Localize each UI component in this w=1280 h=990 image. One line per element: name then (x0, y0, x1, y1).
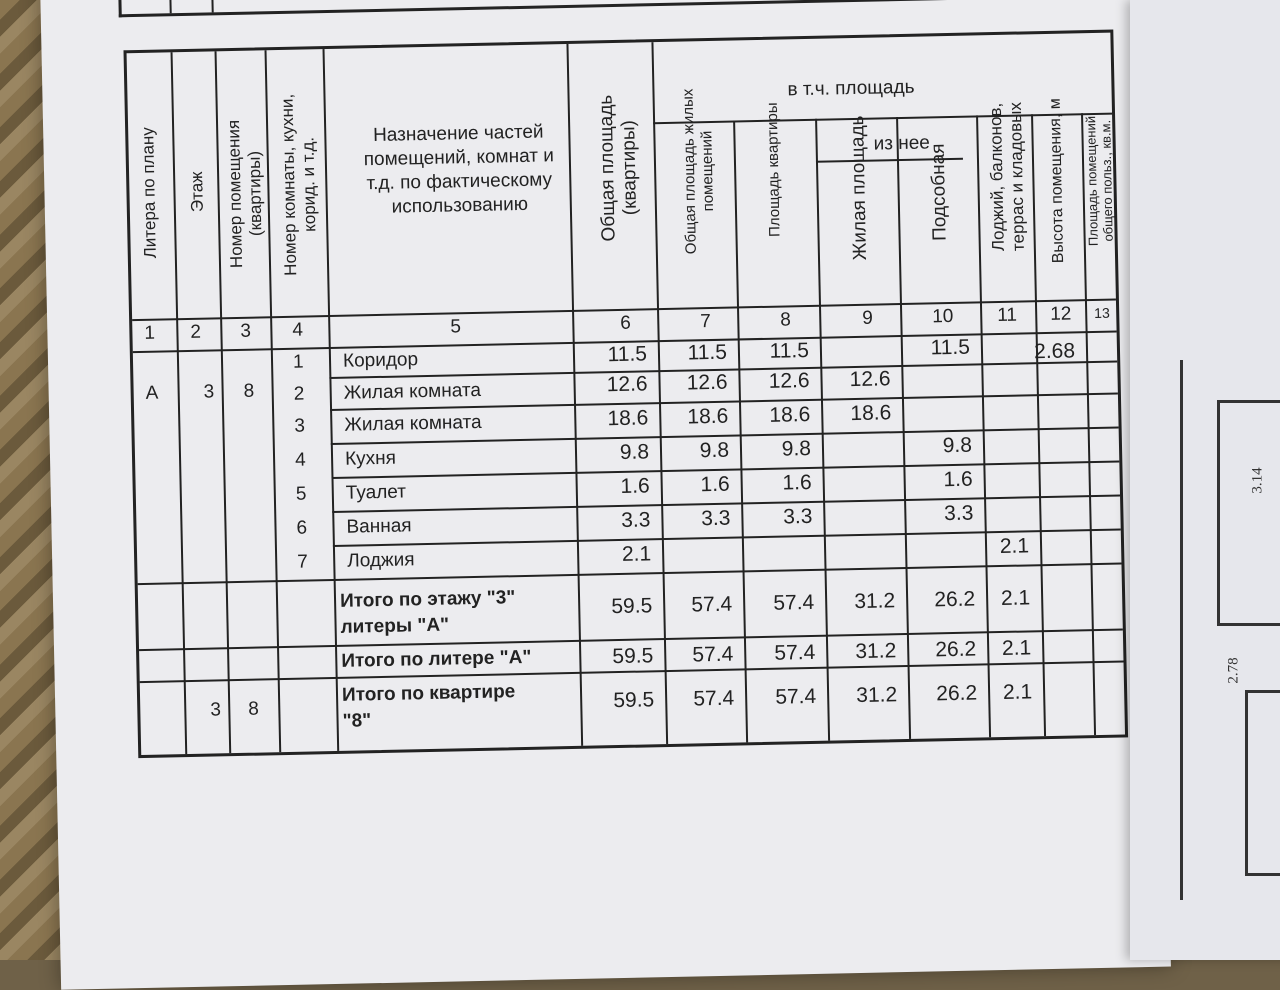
plan-dimension: 2.78 (1225, 657, 1242, 684)
cell-c11: 2.1 (999, 534, 1030, 559)
col-number: 5 (450, 316, 462, 338)
cell-c7: 1.6 (700, 472, 730, 497)
row-apartment: 8 (243, 380, 255, 402)
header-purpose: Назначение частей помещений, комнат и т.д. по фактическому использованию (363, 121, 555, 218)
total-c6: 59.5 (611, 594, 653, 619)
cell-c8: 1.6 (782, 470, 812, 495)
cell-c10: 1.6 (943, 467, 973, 492)
row-room-number: 7 (297, 551, 309, 573)
header-of-which: из нее (873, 132, 931, 155)
total-c10: 26.2 (935, 637, 977, 662)
col-number: 10 (932, 305, 954, 328)
header-room-type: Номер комнаты, кухни, корид. и т.д. (277, 93, 320, 277)
total-label-line: Итого по этажу "3" (339, 587, 516, 612)
header-living-area: Жилая площадь (847, 115, 872, 261)
cell-c7: 9.8 (699, 438, 730, 463)
row-name: Жилая комната (343, 379, 482, 404)
total-label (341, 645, 532, 675)
cell-c8: 3.3 (782, 504, 813, 529)
plan-dimension: 3.14 (1249, 467, 1266, 494)
total-c7: 57.4 (691, 592, 733, 617)
cell-c6: 12.6 (606, 372, 648, 397)
total-c6: 59.5 (612, 644, 654, 669)
cell-c6: 2.1 (621, 542, 652, 566)
total-apartment: 8 (248, 698, 260, 720)
col-number: 3 (240, 320, 252, 342)
total-label-line: Итого по литере "А" (341, 646, 532, 672)
total-c11: 2.1 (1001, 636, 1032, 660)
header-floor: Этаж (187, 171, 207, 213)
col-number: 9 (862, 307, 874, 329)
row-floor: 3 (203, 381, 215, 403)
cell-c7: 12.6 (686, 370, 728, 395)
header-height: Высота помещения, м (1046, 98, 1068, 264)
row-room-number: 4 (294, 449, 306, 471)
row-room-number: 5 (295, 483, 307, 505)
total-label-line: "8" (342, 710, 372, 732)
cell-c6: 1.6 (620, 474, 650, 498)
cell-c10: 9.8 (942, 433, 973, 458)
total-c10: 26.2 (936, 681, 978, 706)
total-label (342, 679, 516, 735)
header-apartment-area: Площадь квартиры (763, 102, 784, 238)
explication-table (123, 30, 1128, 759)
floor-plan (1180, 360, 1280, 900)
total-label-line: Итого по квартире (341, 681, 516, 706)
header-liter: Литера по плану (138, 126, 160, 259)
total-floor: 3 (210, 699, 222, 721)
col-number: 8 (780, 309, 792, 331)
cell-c7: 11.5 (687, 340, 728, 365)
total-c7: 57.4 (693, 686, 735, 711)
row-name: Туалет (345, 481, 407, 504)
total-c6: 59.5 (613, 688, 655, 713)
cell-c10: 11.5 (930, 335, 971, 360)
col-number: 11 (997, 304, 1018, 327)
row-name: Коридор (342, 349, 419, 372)
row-room-number: 2 (293, 383, 305, 405)
cell-c7: 3.3 (700, 506, 731, 531)
header-total-area: Общая площадь (квартиры) (595, 94, 642, 242)
header-auxiliary: Подсобная (927, 143, 951, 242)
col-number: 2 (190, 321, 202, 343)
top-strip-cell (169, 0, 214, 13)
total-label-line: литеры "А" (340, 614, 450, 638)
col-number: 1 (144, 322, 156, 344)
row-room-number: 6 (296, 517, 308, 539)
total-c7: 57.4 (692, 642, 734, 667)
cell-c8: 18.6 (769, 402, 811, 427)
total-c10: 26.2 (934, 587, 976, 612)
cell-c6: 11.5 (607, 342, 648, 367)
cell-c6: 9.8 (619, 440, 650, 464)
row-room-number: 1 (292, 351, 304, 373)
cell-c7: 18.6 (687, 404, 729, 429)
header-living-total: Общая площадь жилых помещений (679, 88, 717, 255)
cell-c8: 11.5 (769, 338, 810, 363)
col-number: 4 (292, 319, 304, 341)
cell-c10: 3.3 (943, 501, 974, 526)
cell-c6: 3.3 (621, 508, 651, 532)
total-c9: 31.2 (855, 639, 897, 664)
total-c8: 57.4 (773, 590, 815, 615)
row-room-number: 3 (294, 415, 306, 437)
header-loggias: Лоджий, балконов, террас и кладовых (985, 101, 1028, 252)
col-number: 7 (700, 311, 712, 333)
cell-c6: 18.6 (607, 406, 649, 431)
row-name: Ванная (346, 515, 412, 538)
row-name: Лоджия (347, 549, 415, 572)
header-common-area: Площадь помещений общего польз., кв.м. (1083, 115, 1116, 247)
col-number: 6 (620, 312, 632, 334)
plan-room (1245, 690, 1280, 876)
total-c11: 2.1 (1000, 586, 1031, 611)
total-c11: 2.1 (1002, 680, 1033, 704)
header-including: в т.ч. площадь (787, 76, 915, 101)
total-c9: 31.2 (854, 589, 896, 614)
cell-c8: 12.6 (768, 368, 810, 393)
total-c8: 57.4 (774, 640, 816, 665)
cell-c8: 9.8 (781, 436, 812, 461)
top-strip (118, 0, 1085, 17)
col-number: 12 (1050, 303, 1072, 325)
row-name: Кухня (344, 447, 397, 470)
top-strip-cell (121, 0, 172, 14)
cell-height: 2.68 (1033, 339, 1076, 364)
row-liter: А (145, 382, 159, 404)
total-label (340, 585, 516, 641)
col-number: 13 (1094, 304, 1110, 321)
document-page (40, 0, 1171, 990)
header-room-number: Номер помещения (квартиры) (223, 119, 266, 269)
row-name: Жилая комната (344, 411, 482, 436)
total-c8: 57.4 (775, 684, 817, 709)
cell-c9: 18.6 (850, 401, 892, 426)
plan-room (1217, 400, 1280, 626)
cell-c9: 12.6 (849, 367, 891, 392)
total-c9: 31.2 (856, 683, 898, 708)
